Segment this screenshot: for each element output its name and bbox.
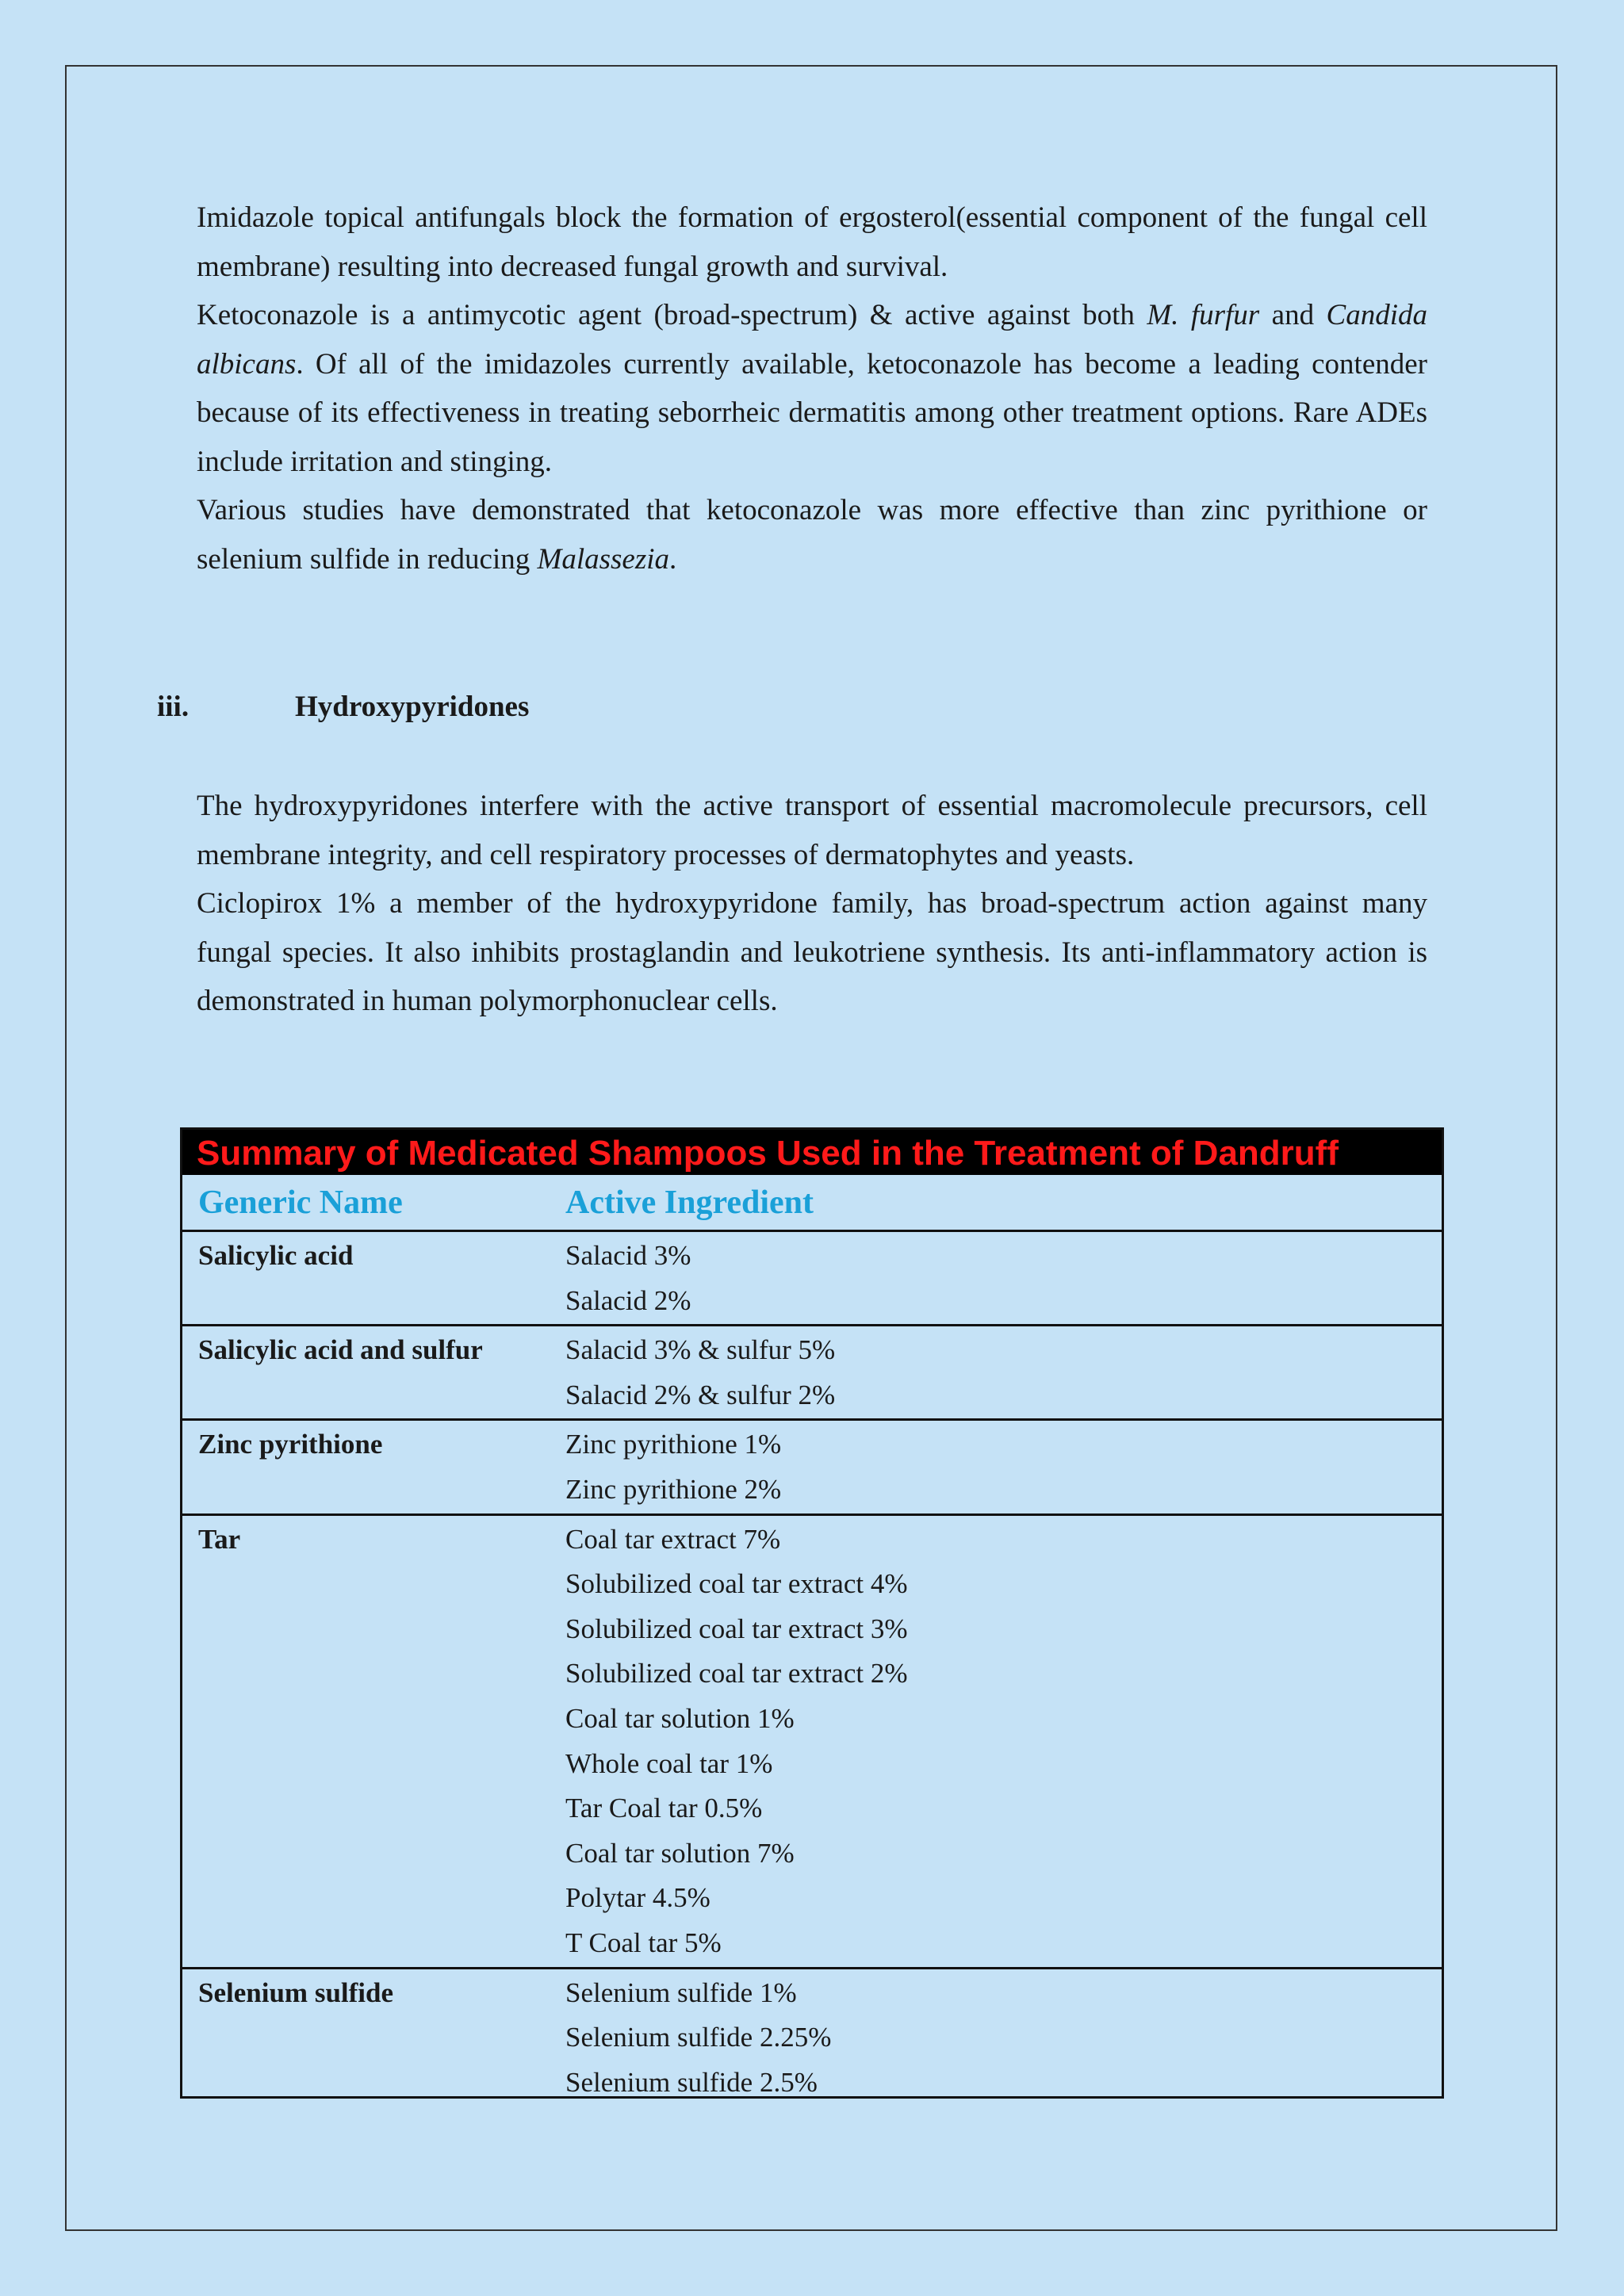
active-ingredient-cell: [565, 1971, 1442, 2106]
table-row: [182, 1232, 1442, 1326]
ketoconazole-text-a: Ketoconazole is a antimycotic agent (broad-spectrum) & active against both: [197, 299, 1147, 331]
species-m-furfur: M. furfur: [1147, 299, 1260, 331]
species-candida: Candida albicans: [197, 299, 1427, 381]
ketoconazole-text-c: . Of all of the imidazoles currently available, ketoconazole has become a leading contender because of its effectiveness in treating seborrheic dermatitis among other treatment options. Rare ADEs include irritation and stinging.: [197, 347, 1427, 478]
table-body: [182, 1232, 1442, 2106]
ingredient-item: T Coal tar 5%: [565, 1927, 722, 1958]
table-row: [182, 1326, 1442, 1421]
ketoconazole-text-b: and: [1259, 299, 1327, 331]
imidazole-section-text: [197, 193, 1427, 584]
ciclopirox-paragraph: Ciclopirox 1% a member of the hydroxypyridone family, has broad-spectrum action against many fungal species. It also inhibits prostaglandin and leukotriene synthesis. Its anti-inflammatory action is demonstrated in human polymorphonuclear cells.: [197, 887, 1427, 1017]
ingredient-item: Selenium sulfide 1%: [565, 1976, 797, 2008]
ingredient-item: Zinc pyrithione 2%: [565, 1473, 782, 1505]
table-header-row: [182, 1175, 1442, 1232]
ingredient-item: Salacid 3%: [565, 1240, 691, 1271]
shampoo-summary-table: [180, 1127, 1444, 2099]
studies-paragraph: [197, 486, 1427, 584]
generic-name-cell: Tar: [198, 1523, 241, 1555]
column-header-active-ingredient: Active Ingredient: [565, 1184, 814, 1221]
table-row: [182, 1969, 1442, 2107]
imidazole-paragraph: Imidazole topical antifungals block the formation of ergosterol(essential component of the fungal cell membrane) resulting into decreased fungal growth and survival.: [197, 201, 1427, 283]
ingredient-item: Coal tar solution 1%: [565, 1702, 795, 1734]
studies-text-a: Various studies have demonstrated that ketoconazole was more effective than zinc pyrithione or selenium sulfide in reducing: [197, 494, 1427, 576]
section-number: iii.: [157, 691, 190, 723]
active-ingredient-cell: [565, 1328, 1442, 1418]
ingredient-item: Solubilized coal tar extract 3%: [565, 1613, 908, 1644]
section-title: Hydroxypyridones: [295, 691, 530, 723]
table-row: [182, 1516, 1442, 1969]
column-header-generic-name: Generic Name: [198, 1184, 403, 1221]
ingredient-item: Solubilized coal tar extract 4%: [565, 1568, 908, 1600]
ingredient-item: Coal tar extract 7%: [565, 1523, 781, 1555]
table-row: [182, 1421, 1442, 1515]
ingredient-item: Whole coal tar 1%: [565, 1747, 773, 1779]
ingredient-item: Salacid 2%: [565, 1284, 691, 1316]
species-malassezia: Malassezia: [537, 542, 670, 576]
section-heading: [157, 683, 529, 731]
active-ingredient-cell: [565, 1422, 1442, 1512]
table-title: Summary of Medicated Shampoos Used in the Treatment of Dandruff: [182, 1130, 1442, 1175]
ketoconazole-paragraph: [197, 291, 1427, 486]
studies-text-b: .: [669, 542, 677, 576]
hydroxypyridone-paragraph: The hydroxypyridones interfere with the active transport of essential macromolecule precursors, cell membrane integrity, and cell respiratory processes of dermatophytes and yeasts.: [197, 790, 1427, 871]
ingredient-item: Selenium sulfide 2.25%: [565, 2022, 832, 2053]
ingredient-item: Polytar 4.5%: [565, 1882, 710, 1914]
active-ingredient-cell: [565, 1234, 1442, 1323]
ingredient-item: Salacid 3% & sulfur 5%: [565, 1334, 836, 1366]
generic-name-cell: Salicylic acid: [198, 1240, 354, 1271]
generic-name-cell: Selenium sulfide: [198, 1976, 394, 2008]
ingredient-item: Tar Coal tar 0.5%: [565, 1793, 763, 1824]
ingredient-item: Zinc pyrithione 1%: [565, 1429, 782, 1460]
ingredient-item: Solubilized coal tar extract 2%: [565, 1658, 908, 1689]
ingredient-item: Coal tar solution 7%: [565, 1837, 795, 1869]
active-ingredient-cell: [565, 1517, 1442, 1966]
ingredient-item: Salacid 2% & sulfur 2%: [565, 1379, 836, 1410]
ingredient-item: Selenium sulfide 2.5%: [565, 2066, 818, 2098]
hydroxypyridone-section-text: [197, 782, 1427, 1026]
generic-name-cell: Zinc pyrithione: [198, 1429, 383, 1460]
generic-name-cell: Salicylic acid and sulfur: [198, 1334, 483, 1366]
